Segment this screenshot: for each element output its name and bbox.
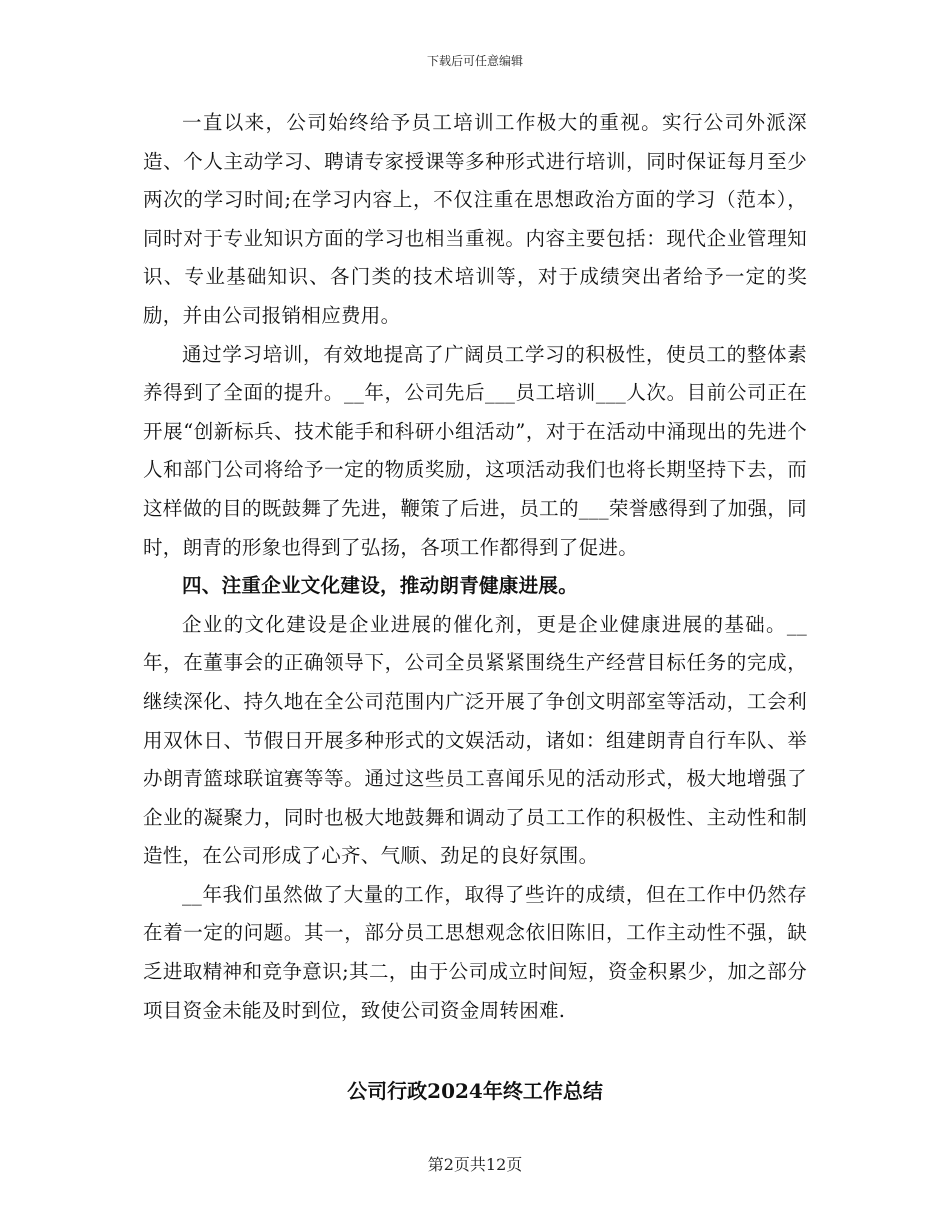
- paragraph-problems: __年我们虽然做了大量的工作，取得了些许的成绩，但在工作中仍然存在着一定的问题。其一，部分员工思想观念依旧陈旧，工作主动性不强，缺乏进取精神和竞争意识;其二，由于公司成立时间短，资金积累少，加之部分项目资金未能及时到位，致使公司资金周转困难.: [143, 882, 807, 1022]
- page-footer: 第2页共12页: [427, 1155, 523, 1174]
- page-header: 下载后可任意编辑: [426, 54, 523, 68]
- section-heading-culture: 四、注重企业文化建设，推动朗青健康进展。: [182, 574, 579, 598]
- paragraph-training: 一直以来，公司始终给予员工培训工作极大的重视。实行公司外派深造、个人主动学习、聘请专家授课等多种形式进行培训，同时保证每月至少两次的学习时间;在学习内容上，不仅注重在思想政治方面的学习（范本），同时对于专业知识方面的学习也相当重视。内容主要包括：现代企业管理知识、专业基础知识、各门类的技术培训等，对于成绩突出者给予一定的奖励，并由公司报销相应费用。: [143, 111, 807, 327]
- paragraph-training-results: 通过学习培训，有效地提高了广阔员工学习的积极性，使员工的整体素养得到了全面的提升。__年，公司先后___员工培训___人次。目前公司正在开展“创新标兵、技术能手和科研小组活动”，对于在活动中涌现出的先进个人和部门公司将给予一定的物质奖励，这项活动我们也将长期坚持下去，而这样做的目的既鼓舞了先进，鞭策了后进，员工的___荣誉感得到了加强，同时，朗青的形象也得到了弘扬，各项工作都得到了促进。: [143, 342, 807, 559]
- document-title: 公司行政2024年终工作总结: [347, 1079, 603, 1103]
- document-body: [143, 104, 807, 1030]
- paragraph-culture: 企业的文化建设是企业进展的催化剂，更是企业健康进展的基础。__年，在董事会的正确领导下，公司全员紧紧围绕生产经营目标任务的完成，继续深化、持久地在全公司范围内广泛开展了争创文明部室等活动，工会利用双休日、节假日开展多种形式的文娱活动，诸如：组建朗青自行车队、举办朗青篮球联谊赛等等。通过这些员工喜闻乐见的活动形式，极大地增强了企业的凝聚力，同时也极大地鼓舞和调动了员工工作的积极性、主动性和制造性，在公司形成了心齐、气顺、劲足的良好氛围。: [143, 612, 807, 868]
